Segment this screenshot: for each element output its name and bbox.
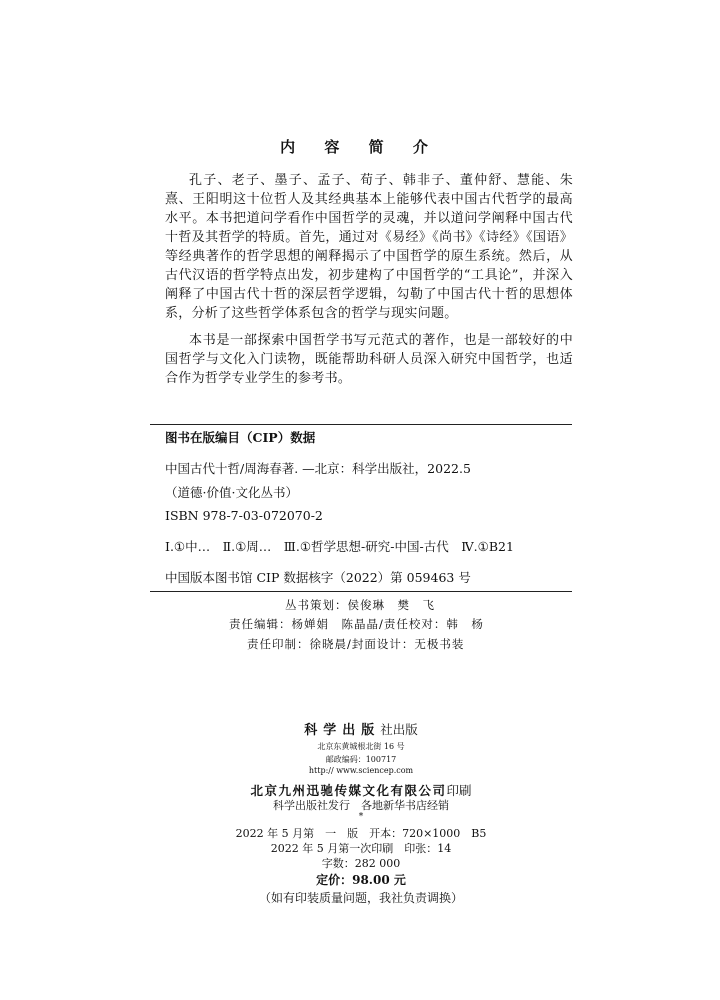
edition-line: 2022 年 5 月第 一 版 开本：720×1000 B5 [235,827,487,840]
cip-title: 图书在版编目（CIP）数据 [165,430,316,445]
cip-top-rule [150,424,572,425]
publisher-website: http:// www.sciencep.com [308,766,414,775]
quality-notice: （如有印装质量问题，我社负责调换） [258,891,463,905]
summary-paragraph-1: 孔子、老子、墨子、孟子、荀子、韩非子、董仲舒、慧能、朱熹、王阳明这十位哲人及其经典基本上能够代表中国古代哲学的最高水平。本书把道问学看作中国哲学的灵魂，并以道问学阐释中国古代十哲及其哲学的特质。首先，通过对《易经》《尚书》《诗经》《国语》等经典著作的哲学思想的阐释揭示了中国哲学的原生系统。然后，从古代汉语的哲学特点出发，初步建构了中国哲学的“工具论”，并深入阐释了中国古代十哲的深层哲学逻辑，勾勒了中国古代十哲的思想体系，分析了这些哲学体系包含的哲学与现实问题。 [165,173,573,321]
printer-name: 北京九州迅驰传媒文化有限公司 [250,783,447,798]
printer-suffix: 印刷 [446,783,472,798]
word-count: 字数：282 000 [321,857,401,870]
printing-line: 2022 年 5 月第一次印刷 印张：14 [270,842,452,855]
staff-editors: 责任编辑：杨婵娟 陈晶晶/责任校对：韩 杨 [229,617,484,631]
price: 定价：98.00 元 [316,873,406,887]
publisher-address: 北京东黄城根北街 16 号 [317,742,405,751]
separator-star: * [358,812,364,822]
cip-line-record: 中国版本图书馆 CIP 数据核字（2022）第 059463 号 [165,570,471,585]
cip-line-title: 中国古代十哲/周海春著. —北京：科学出版社，2022.5 [165,461,471,476]
staff-production: 责任印制：徐晓晨/封面设计：无极书装 [247,637,465,651]
publisher-suffix: 社出版 [380,722,418,737]
summary-paragraph-2: 本书是一部探索中国哲学书写元范式的著作，也是一部较好的中国哲学与文化入门读物，既能帮助科研人员深入研究中国哲学，也适合作为哲学专业学生的参考书。 [165,333,573,386]
page-title: 内 容 简 介 [280,138,440,156]
publisher-postcode: 邮政编码：100717 [325,755,397,764]
cip-line-series: （道德·价值·文化丛书） [165,485,298,500]
staff-series-planning: 丛书策划：侯俊琳 樊 飞 [285,598,435,612]
cip-bottom-rule [150,591,572,592]
publisher-name: 科学出版 [304,723,381,738]
cip-line-classification: Ⅰ.①中… Ⅱ.①周… Ⅲ.①哲学思想-研究-中国-古代 Ⅳ.①B21 [165,539,514,554]
publisher-line [150,719,572,738]
cip-line-isbn: ISBN 978-7-03-072070-2 [165,508,323,523]
distribution-line: 科学出版社发行 各地新华书店经销 [273,799,449,812]
